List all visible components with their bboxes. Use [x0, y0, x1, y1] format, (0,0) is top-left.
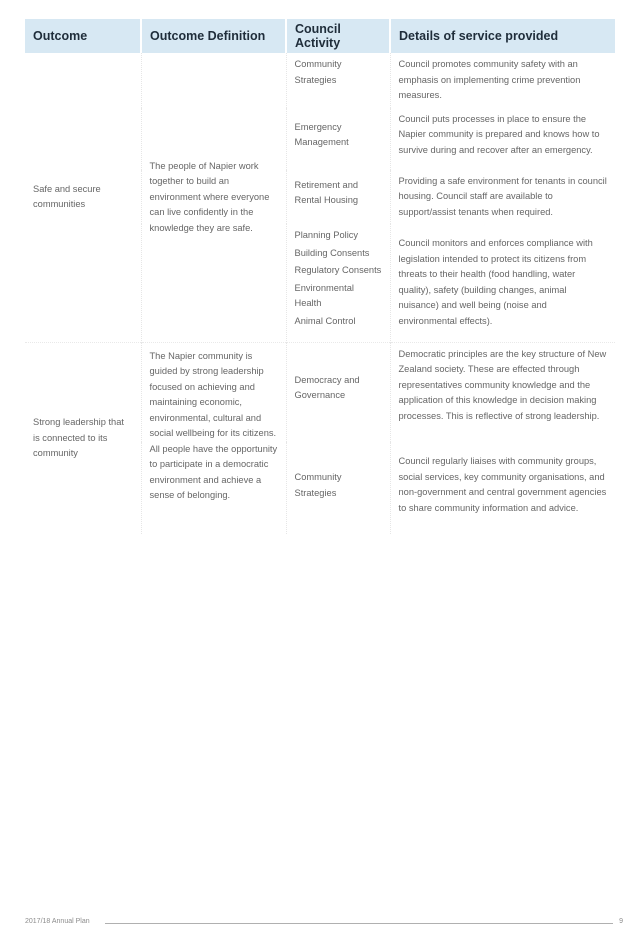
header-outcome: Outcome: [25, 19, 141, 53]
table-header-row: [25, 19, 615, 53]
activity-name: Environmental Health: [294, 282, 354, 308]
outcome-definition-cell: The Napier community is guided by strong leadership focused on achieving and maintaining economic, environmental, cultural and social wellbeing for its citizens. All people have the opportunity to participate in a democratic environment and achieve a sense of belonging.: [141, 342, 286, 534]
outcomes-table: [25, 19, 615, 534]
details-cell: Council regularly liaises with community groups, social services, key community organisations, and non-government and central government agencies to share community information and advice.: [398, 456, 607, 513]
footer-rule: [105, 923, 613, 924]
activity-name: Building Consents: [294, 247, 370, 258]
activity-name: Regulatory Consents: [294, 265, 382, 275]
activity-cell: [286, 224, 390, 342]
activity-cell: [286, 342, 390, 442]
activity-name: Retirement and Rental Housing: [294, 179, 359, 205]
page-footer: [25, 918, 623, 930]
details-cell: Providing a safe environment for tenants in council housing. Council staff are available to support/assist tenants when required.: [398, 175, 607, 217]
outcome-definition-cell: The people of Napier work together to build an environment where everyone can live confidently in the knowledge they are safe.: [141, 53, 286, 342]
details-cell: Council puts processes in place to ensure the Napier community is prepared and knows how to survive during and recover after an emergency.: [398, 113, 600, 155]
page-number: 9: [619, 918, 623, 925]
details-cell: Council monitors and enforces compliance with legislation intended to protect its citizens from threats to their health (food handling, water quality), safety (building changes, animal nuisance) and well being (noise and environmental effects).: [398, 238, 593, 326]
footer-plan-label: 2017/18 Annual Plan: [25, 918, 90, 925]
activity-name: Emergency Management: [294, 121, 349, 147]
outcome-cell: Safe and secure communities: [25, 53, 141, 342]
table-row: [25, 342, 615, 442]
header-service-details: Details of service provided: [390, 19, 615, 53]
header-outcome-definition: Outcome Definition: [141, 19, 286, 53]
activity-name: Democracy and Governance: [294, 374, 360, 400]
details-cell: Democratic principles are the key structure of New Zealand society. These are effected through representatives community knowledge and the application of this knowledge in decision making processes. This is reflective of strong leadership.: [390, 342, 615, 442]
activity-cell: [286, 108, 390, 170]
activity-cell: [286, 442, 390, 534]
details-cell: Council promotes community safety with an emphasis on implementing crime prevention measures.: [398, 59, 581, 100]
activity-name: Community Strategies: [294, 59, 342, 85]
header-council-activity: Council Activity: [286, 19, 390, 53]
activity-name: Animal Control: [294, 315, 356, 326]
activity-name: Planning Policy: [294, 230, 359, 240]
outcome-cell: Strong leadership that is connected to its community: [25, 342, 141, 534]
table-row: [25, 53, 615, 108]
activity-cell: [286, 170, 390, 225]
activity-cell: [286, 53, 390, 108]
activity-name: Community Strategies: [294, 472, 342, 498]
